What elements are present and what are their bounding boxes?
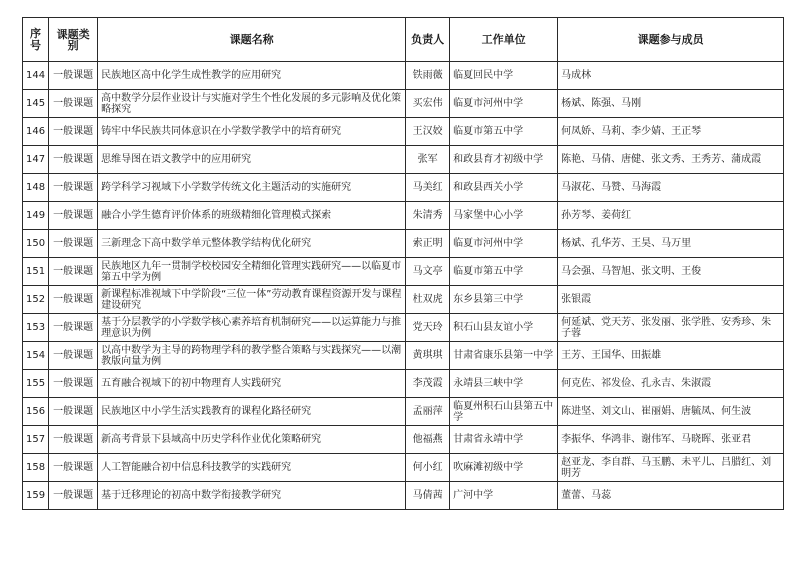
table-row — [23, 174, 784, 202]
project-table — [22, 17, 784, 510]
cell-category: 一般课题 — [49, 90, 98, 118]
cell-members: 陈艳、马倩、唐健、张文秀、王秀芳、蒲成霞 — [558, 146, 784, 174]
cell-unit: 临夏市河州中学 — [450, 90, 558, 118]
cell-members: 陈进坚、刘文山、崔丽娟、唐毓凤、何生波 — [558, 398, 784, 426]
cell-members: 马成林 — [558, 62, 784, 90]
table-row — [23, 146, 784, 174]
cell-title: 高中数学分层作业设计与实施对学生个性化发展的多元影响及优化策略探究 — [98, 90, 406, 118]
cell-seq: 146 — [23, 118, 49, 146]
cell-title: 基于分层教学的小学数学核心素养培育机制研究——以运算能力与推理意识为例 — [98, 314, 406, 342]
cell-seq: 157 — [23, 426, 49, 454]
cell-leader: 张军 — [406, 146, 450, 174]
cell-members: 杨斌、陈强、马刚 — [558, 90, 784, 118]
cell-seq: 147 — [23, 146, 49, 174]
cell-seq: 156 — [23, 398, 49, 426]
cell-seq: 154 — [23, 342, 49, 370]
cell-members: 马淑花、马赞、马海霞 — [558, 174, 784, 202]
cell-seq: 145 — [23, 90, 49, 118]
cell-seq: 149 — [23, 202, 49, 230]
cell-members: 何延斌、党天芳、张发丽、张学胜、安秀珍、朱子蓉 — [558, 314, 784, 342]
cell-unit: 马家堡中心小学 — [450, 202, 558, 230]
table-row — [23, 90, 784, 118]
cell-leader: 朱清秀 — [406, 202, 450, 230]
cell-unit: 临夏市第五中学 — [450, 118, 558, 146]
project-list-document — [22, 17, 784, 510]
header-seq: 序号 — [23, 18, 49, 62]
cell-category: 一般课题 — [49, 370, 98, 398]
cell-title: 融合小学生德育评价体系的班级精细化管理模式探索 — [98, 202, 406, 230]
cell-title: 民族地区高中化学生成性教学的应用研究 — [98, 62, 406, 90]
cell-category: 一般课题 — [49, 118, 98, 146]
cell-members: 何凤娇、马莉、李少婧、王正琴 — [558, 118, 784, 146]
cell-seq: 155 — [23, 370, 49, 398]
cell-category: 一般课题 — [49, 286, 98, 314]
cell-seq: 153 — [23, 314, 49, 342]
cell-category: 一般课题 — [49, 258, 98, 286]
cell-title: 以高中数学为主导的跨物理学科的教学整合策略与实践探究——以潮教版向量为例 — [98, 342, 406, 370]
cell-unit: 甘肃省永靖中学 — [450, 426, 558, 454]
table-header-row — [23, 18, 784, 62]
table-row — [23, 314, 784, 342]
table-row — [23, 398, 784, 426]
table-row — [23, 482, 784, 510]
table-row — [23, 426, 784, 454]
cell-unit: 积石山县友谊小学 — [450, 314, 558, 342]
cell-members: 董蕾、马蕊 — [558, 482, 784, 510]
table-row — [23, 118, 784, 146]
cell-leader: 马美红 — [406, 174, 450, 202]
cell-title: 三新理念下高中数学单元整体教学结构优化研究 — [98, 230, 406, 258]
cell-title: 基于迁移理论的初高中数学衔接教学研究 — [98, 482, 406, 510]
cell-leader: 孟丽萍 — [406, 398, 450, 426]
cell-title: 新高考背景下县域高中历史学科作业优化策略研究 — [98, 426, 406, 454]
cell-title: 五育融合视域下的初中物理育人实践研究 — [98, 370, 406, 398]
cell-members: 马会强、马智旭、张文明、王俊 — [558, 258, 784, 286]
cell-category: 一般课题 — [49, 454, 98, 482]
cell-category: 一般课题 — [49, 426, 98, 454]
cell-title: 思维导图在语文教学中的应用研究 — [98, 146, 406, 174]
cell-seq: 148 — [23, 174, 49, 202]
cell-leader: 何小红 — [406, 454, 450, 482]
cell-title: 民族地区九年一贯制学校校园安全精细化管理实践研究——以临夏市第五中学为例 — [98, 258, 406, 286]
cell-leader: 马倩茜 — [406, 482, 450, 510]
table-body — [23, 62, 784, 510]
cell-category: 一般课题 — [49, 342, 98, 370]
table-row — [23, 230, 784, 258]
cell-title: 新课程标准视域下中学阶段“三位一体”劳动教育课程资源开发与课程建设研究 — [98, 286, 406, 314]
table-row — [23, 342, 784, 370]
cell-title: 民族地区中小学生活实践教育的课程化路径研究 — [98, 398, 406, 426]
cell-leader: 马文亭 — [406, 258, 450, 286]
cell-unit: 永靖县三峡中学 — [450, 370, 558, 398]
table-row — [23, 286, 784, 314]
cell-seq: 159 — [23, 482, 49, 510]
header-category: 课题类别 — [49, 18, 98, 62]
cell-title: 人工智能融合初中信息科技教学的实践研究 — [98, 454, 406, 482]
table-row — [23, 202, 784, 230]
header-leader: 负责人 — [406, 18, 450, 62]
cell-unit: 甘肃省康乐县第一中学 — [450, 342, 558, 370]
cell-unit: 广河中学 — [450, 482, 558, 510]
header-unit: 工作单位 — [450, 18, 558, 62]
cell-category: 一般课题 — [49, 146, 98, 174]
cell-category: 一般课题 — [49, 62, 98, 90]
cell-unit: 和政县西关小学 — [450, 174, 558, 202]
cell-category: 一般课题 — [49, 202, 98, 230]
cell-leader: 李茂霞 — [406, 370, 450, 398]
cell-leader: 王汉姣 — [406, 118, 450, 146]
cell-members: 王芳、王国华、田振雄 — [558, 342, 784, 370]
cell-seq: 158 — [23, 454, 49, 482]
cell-title: 跨学科学习视域下小学数学传统文化主题活动的实施研究 — [98, 174, 406, 202]
cell-unit: 吹麻滩初级中学 — [450, 454, 558, 482]
cell-unit: 和政县育才初级中学 — [450, 146, 558, 174]
cell-members: 李振华、华鸿非、谢伟军、马晓晖、张亚君 — [558, 426, 784, 454]
cell-unit: 东乡县第三中学 — [450, 286, 558, 314]
cell-members: 杨斌、孔华芳、王昊、马万里 — [558, 230, 784, 258]
cell-members: 孙芳琴、姜荷红 — [558, 202, 784, 230]
cell-category: 一般课题 — [49, 482, 98, 510]
cell-category: 一般课题 — [49, 174, 98, 202]
cell-unit: 临夏市河州中学 — [450, 230, 558, 258]
cell-seq: 152 — [23, 286, 49, 314]
cell-seq: 151 — [23, 258, 49, 286]
cell-members: 何克佐、祁发俭、孔永吉、朱淑霞 — [558, 370, 784, 398]
cell-title: 铸牢中华民族共同体意识在小学数学教学中的培育研究 — [98, 118, 406, 146]
cell-leader: 铁雨薇 — [406, 62, 450, 90]
cell-leader: 买宏伟 — [406, 90, 450, 118]
table-row — [23, 62, 784, 90]
table-row — [23, 454, 784, 482]
cell-leader: 他福燕 — [406, 426, 450, 454]
cell-leader: 黄琪琪 — [406, 342, 450, 370]
header-members: 课题参与成员 — [558, 18, 784, 62]
header-title: 课题名称 — [98, 18, 406, 62]
cell-leader: 党天玲 — [406, 314, 450, 342]
cell-unit: 临夏州积石山县第五中学 — [450, 398, 558, 426]
table-row — [23, 370, 784, 398]
cell-seq: 144 — [23, 62, 49, 90]
cell-unit: 临夏回民中学 — [450, 62, 558, 90]
table-row — [23, 258, 784, 286]
cell-leader: 杜双虎 — [406, 286, 450, 314]
cell-seq: 150 — [23, 230, 49, 258]
cell-category: 一般课题 — [49, 314, 98, 342]
cell-members: 赵亚龙、李自群、马玉鹏、未平儿、吕腊红、刘明芳 — [558, 454, 784, 482]
cell-members: 张银霞 — [558, 286, 784, 314]
cell-unit: 临夏市第五中学 — [450, 258, 558, 286]
cell-category: 一般课题 — [49, 398, 98, 426]
cell-category: 一般课题 — [49, 230, 98, 258]
cell-leader: 索正明 — [406, 230, 450, 258]
